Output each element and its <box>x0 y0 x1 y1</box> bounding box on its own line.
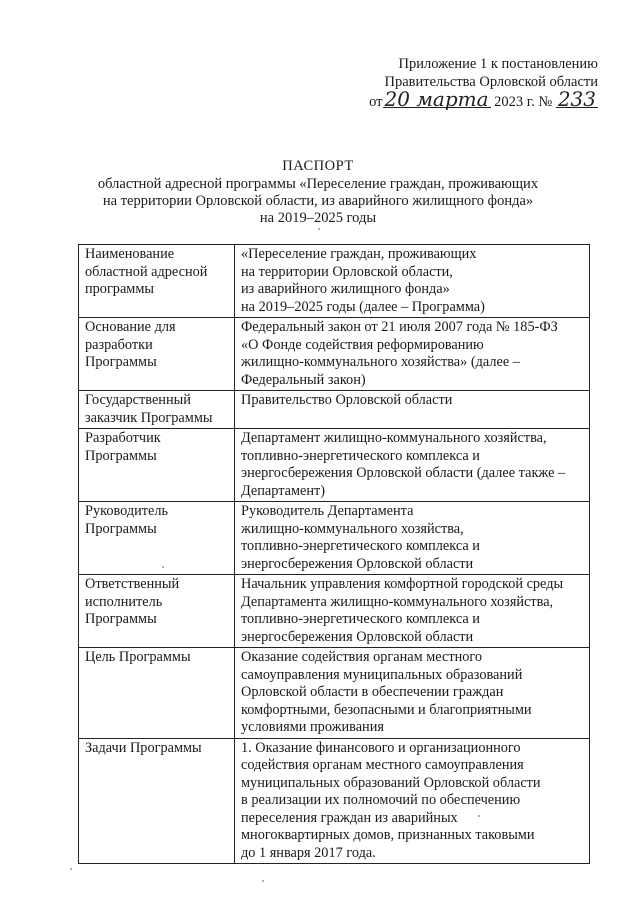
row-value-line: в реализации их полномочий по обеспечению <box>241 792 521 808</box>
row-value-line: энергосбережения Орловской области <box>241 555 474 572</box>
row-value-line: Департамента жилищно-коммунального хозяйства, <box>241 593 554 610</box>
row-label-line: Программы <box>85 520 157 537</box>
row-value-line: муниципальных образований Орловской области <box>241 774 541 791</box>
row-label-line: областной адресной <box>85 263 208 280</box>
table-row <box>79 429 590 502</box>
scan-speck <box>262 880 264 882</box>
row-value-line: «Переселение граждан, проживающих <box>241 246 477 262</box>
row-label-cell <box>79 738 235 864</box>
row-label-line: Разработчик <box>85 430 161 446</box>
row-label-line: разработки <box>85 336 153 353</box>
row-value-cell <box>235 502 590 575</box>
row-value-line: топливно-энергетического комплекса и <box>241 538 480 554</box>
row-value-line: Правительство Орловской области <box>241 392 453 408</box>
scan-speck <box>162 566 164 568</box>
row-value-line: самоуправления муниципальных образований <box>241 666 523 683</box>
row-label-line: заказчик Программы <box>85 409 213 426</box>
document-title <box>0 158 636 227</box>
row-label-cell <box>79 391 235 429</box>
appendix-header <box>338 55 598 111</box>
row-value-cell <box>235 245 590 318</box>
row-value-line: Департамент жилищно-коммунального хозяйства, <box>241 430 547 446</box>
appendix-line-1: Приложение 1 к постановлению <box>398 56 598 72</box>
row-value-line: 1. Оказание финансового и организационного <box>241 739 521 756</box>
row-value-line: из аварийного жилищного фонда» <box>241 281 450 297</box>
row-value-cell <box>235 391 590 429</box>
row-label-line: Программы <box>85 447 157 464</box>
row-label-line: Задачи Программы <box>85 739 202 756</box>
handwritten-number: 233 <box>557 87 596 111</box>
row-value-line: многоквартирных домов, признанных таковыми <box>241 827 535 843</box>
title-line-2: на территории Орловской области, из аварийного жилищного фонда» <box>102 193 534 209</box>
row-label-cell <box>79 648 235 739</box>
row-value-line: Начальник управления комфортной городской среды <box>241 576 564 592</box>
row-label-line: Программы <box>85 611 157 627</box>
row-label-line: Ответственный <box>85 576 180 592</box>
row-label-line: Основание для <box>85 319 176 335</box>
row-label-line: Цель Программы <box>85 649 191 665</box>
row-value-line: на территории Орловской области, <box>241 263 453 280</box>
row-value-line: Федеральный закон от 21 июля 2007 года № 185-ФЗ <box>241 319 558 335</box>
row-value-cell <box>235 575 590 648</box>
row-value-line: на 2019–2025 годы (далее – Программа) <box>241 298 485 315</box>
table-row <box>79 648 590 739</box>
scan-speck <box>478 815 480 817</box>
row-value-line: комфортными, безопасными и благоприятными <box>241 701 532 718</box>
row-value-line: до 1 января 2017 года. <box>241 844 376 861</box>
row-value-line: Департамент) <box>241 482 326 499</box>
row-value-cell <box>235 648 590 739</box>
row-value-cell <box>235 318 590 391</box>
table-row <box>79 318 590 391</box>
row-label-line: исполнитель <box>85 593 163 610</box>
row-value-line: Оказание содействия органам местного <box>241 649 483 665</box>
row-value-cell <box>235 738 590 864</box>
row-label-line: Государственный <box>85 392 191 408</box>
row-label-line: Программы <box>85 354 157 370</box>
row-value-line: Руководитель Департамента <box>241 503 414 519</box>
row-value-line: Орловской области в обеспечении граждан <box>241 684 504 700</box>
title-line-1: областной адресной программы «Переселение граждан, проживающих <box>97 176 539 192</box>
table-row <box>79 391 590 429</box>
row-value-line: энергосбережения Орловской области (далее также – <box>241 465 566 481</box>
row-label-cell <box>79 245 235 318</box>
row-label-line: Руководитель <box>85 503 169 519</box>
row-value-line: переселения граждан из аварийных <box>241 809 458 826</box>
row-value-line: жилищно-коммунального хозяйства» (далее – <box>241 354 520 370</box>
row-value-cell <box>235 429 590 502</box>
table-row <box>79 245 590 318</box>
row-label-line: программы <box>85 281 155 297</box>
row-value-line: топливно-энергетического комплекса и <box>241 611 480 627</box>
row-value-line: топливно-энергетического комплекса и <box>241 447 480 464</box>
year-number-label: 2023 г. № <box>494 94 553 110</box>
scan-speck <box>70 868 72 870</box>
appendix-date-line <box>338 87 598 111</box>
row-value-line: энергосбережения Орловской области <box>241 628 474 645</box>
row-value-line: «О Фонде содействия реформированию <box>241 336 484 353</box>
row-label-line: Наименование <box>85 246 175 262</box>
scan-speck <box>318 228 320 230</box>
table-row <box>79 502 590 575</box>
title-line-3: на 2019–2025 годы <box>259 210 377 226</box>
row-value-line: жилищно-коммунального хозяйства, <box>241 520 464 537</box>
date-prefix: от <box>369 94 383 110</box>
row-label-cell <box>79 318 235 391</box>
row-value-line: Федеральный закон) <box>241 371 366 388</box>
title-heading: ПАСПОРТ <box>282 158 354 174</box>
row-label-cell <box>79 575 235 648</box>
row-label-cell <box>79 429 235 502</box>
table-row <box>79 738 590 864</box>
row-label-cell <box>79 502 235 575</box>
row-value-line: содействия органам местного самоуправления <box>241 757 524 773</box>
row-value-line: условиями проживания <box>241 719 384 735</box>
appendix-line-2: Правительства Орловской области <box>384 74 598 90</box>
table-row <box>79 575 590 648</box>
handwritten-date: 20 марта <box>384 87 489 111</box>
passport-table <box>78 244 590 864</box>
